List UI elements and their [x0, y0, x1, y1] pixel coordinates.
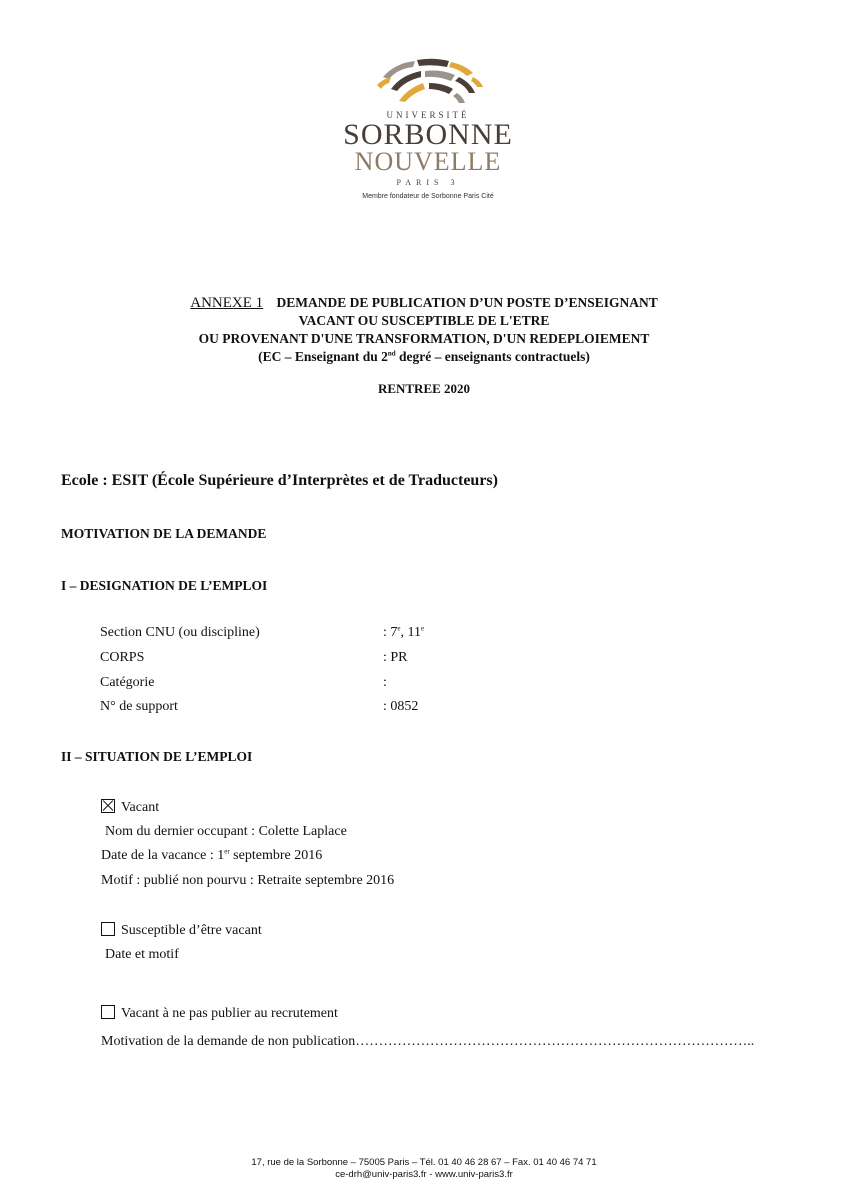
- document-header: [100, 294, 748, 366]
- motivation-non-publication: Motivation de la demande de non publication…………………………………………………………………………..: [101, 1034, 755, 1049]
- susceptible-label: Susceptible d’être vacant: [121, 923, 262, 938]
- annexe-label: ANNEXE 1: [190, 295, 264, 311]
- university-logo: [333, 55, 523, 210]
- option-vacant: [101, 799, 159, 816]
- non-publier-checkbox[interactable]: [101, 1005, 115, 1019]
- vacant-label: Vacant: [121, 800, 160, 815]
- section-1-title: I – DESIGNATION DE L’EMPLOI: [61, 578, 268, 593]
- support-label: N° de support: [100, 699, 178, 714]
- footer-address: 17, rue de la Sorbonne – 75005 Paris – Tél. 01 40 46 28 67 – Fax. 01 40 46 74 71: [251, 1157, 597, 1168]
- section-2-title: II – SITUATION DE L’EMPLOI: [61, 749, 253, 764]
- logo-sorbonne: SORBONNE: [343, 118, 513, 151]
- non-publier-label: Vacant à ne pas publier au recrutement: [121, 1006, 338, 1021]
- logo-paris: PARIS 3: [396, 178, 460, 187]
- date-vacance: Date de la vacance : 1er septembre 2016: [101, 847, 323, 863]
- corps-value: : PR: [383, 650, 408, 665]
- vacant-checkbox[interactable]: [101, 799, 115, 813]
- logo-universite: UNIVERSITÉ: [386, 110, 470, 120]
- date-et-motif: Date et motif: [105, 947, 179, 962]
- categorie-value: :: [383, 675, 387, 690]
- motif: Motif : publié non pourvu : Retraite septembre 2016: [101, 873, 395, 888]
- logo-arcs-graphic: [333, 55, 523, 110]
- section-cnu-label: Section CNU (ou discipline): [100, 625, 260, 640]
- logo-membre: Membre fondateur de Sorbonne Paris Cité: [362, 193, 494, 200]
- header-title-4: (EC – Enseignant du 2nd degré – enseignants contractuels): [258, 349, 590, 364]
- dernier-occupant: Nom du dernier occupant : Colette Laplace: [105, 824, 347, 839]
- rentree-label: RENTREE 2020: [377, 381, 471, 396]
- option-susceptible: [101, 922, 262, 939]
- footer-contact: ce-drh@univ-paris3.fr - www.univ-paris3.fr: [335, 1169, 513, 1180]
- categorie-label: Catégorie: [100, 675, 155, 690]
- section-cnu-value: : 7e, 11e: [383, 624, 425, 640]
- header-title-1: DEMANDE DE PUBLICATION D’UN POSTE D’ENSEIGNANT: [276, 295, 658, 310]
- header-line-1: [100, 294, 748, 312]
- support-value: : 0852: [383, 699, 419, 714]
- header-title-2: VACANT OU SUSCEPTIBLE DE L'ETRE: [298, 313, 550, 328]
- susceptible-checkbox[interactable]: [101, 922, 115, 936]
- ecole-title: Ecole : ESIT (École Supérieure d’Interprètes et de Traducteurs): [61, 472, 498, 489]
- page-footer: [100, 1157, 748, 1181]
- option-non-publier: [101, 1005, 338, 1022]
- motivation-title: MOTIVATION DE LA DEMANDE: [61, 526, 267, 541]
- logo-nouvelle: NOUVELLE: [354, 147, 502, 176]
- header-title-3: OU PROVENANT D'UNE TRANSFORMATION, D'UN REDEPLOIEMENT: [198, 331, 650, 346]
- corps-label: CORPS: [100, 650, 145, 665]
